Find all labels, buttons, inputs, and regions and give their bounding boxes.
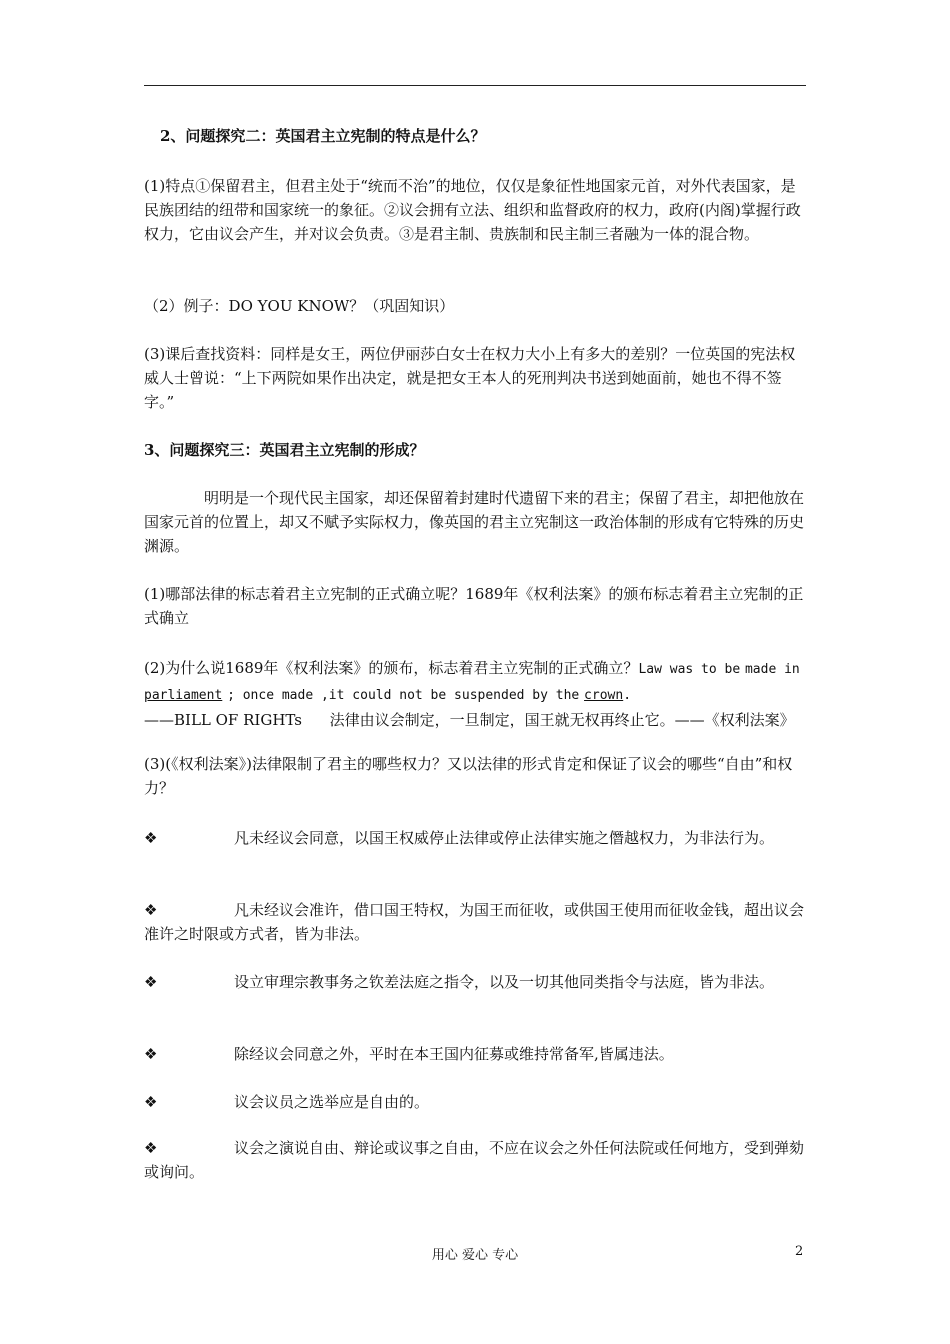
list-item bbox=[144, 1090, 806, 1114]
diamond-bullet-icon: ❖ bbox=[144, 829, 158, 847]
english-quote-crown: crown bbox=[584, 688, 624, 703]
english-quote-period: . bbox=[623, 688, 632, 703]
header-rule bbox=[144, 85, 806, 86]
diamond-bullet-icon: ❖ bbox=[144, 901, 158, 919]
bullet-text: 凡未经议会同意，以国王权威停止法律或停止法律实施之僭越权力，为非法行为。 bbox=[234, 829, 775, 847]
list-item bbox=[144, 970, 806, 994]
section2-paragraph-1: (1)特点①保留君主，但君主处于“统而不治”的地位，仅仅是象征性地国家元首，对外代表国家，是民族团结的纽带和国家统一的象征。②议会拥有立法、组织和监督政府的权力，政府(内阁)掌握行政权力，它由议会产生，并对议会负责。③是君主制、贵族制和民主制三者融为一体的混合物。 bbox=[144, 177, 801, 243]
section3-question-2 bbox=[144, 656, 806, 732]
section2-heading: 2、问题探究二：英国君主立宪制的特点是什么？ bbox=[160, 127, 486, 145]
english-quote-part-2: made in bbox=[744, 662, 800, 677]
diamond-bullet-icon: ❖ bbox=[144, 1045, 158, 1063]
diamond-bullet-icon: ❖ bbox=[144, 1139, 158, 1157]
diamond-bullet-icon: ❖ bbox=[144, 973, 158, 991]
list-item bbox=[144, 1042, 806, 1066]
bullet-text: 设立审理宗教事务之钦差法庭之指令，以及一切其他同类指令与法庭，皆为非法。 bbox=[234, 973, 775, 991]
list-item bbox=[144, 826, 806, 850]
section3-heading: 3、问题探究三：英国君主立宪制的形成？ bbox=[144, 441, 425, 459]
list-item bbox=[144, 898, 806, 946]
bill-of-rights-label: ——BILL OF RIGHTs bbox=[144, 711, 303, 729]
bullet-text: 议会议员之选举应是自由的。 bbox=[234, 1093, 430, 1111]
bill-of-rights-translation: 法律由议会制定，一旦制定，国王就无权再终止它。——《权利法案》 bbox=[329, 711, 795, 729]
english-quote-parliament: parliament bbox=[144, 688, 223, 703]
section3-question-1: (1)哪部法律的标志着君主立宪制的正式确立呢？1689年《权利法案》的颁布标志着君主立宪制的正式确立 bbox=[144, 585, 804, 627]
question-2-text: (2)为什么说1689年《权利法案》的颁布，标志着君主立宪制的正式确立？ bbox=[144, 659, 639, 677]
page-number: 2 bbox=[795, 1244, 804, 1259]
bullet-text: 凡未经议会准许，借口国王特权，为国王而征收，或供国王使用而征收金钱，超出议会准许之时限或方式者，皆为非法。 bbox=[144, 901, 805, 943]
diamond-bullet-icon: ❖ bbox=[144, 1093, 158, 1111]
section2-paragraph-2: （2）例子：DO YOU KNOW？（巩固知识） bbox=[144, 297, 455, 315]
list-item bbox=[144, 1136, 806, 1184]
bullet-text: 议会之演说自由、辩论或议事之自由，不应在议会之外任何法院或任何地方，受到弹劾或询问。 bbox=[144, 1139, 805, 1181]
section3-question-3: (3)(《权利法案》)法律限制了君主的哪些权力？又以法律的形式肯定和保证了议会的哪些“自由”和权力？ bbox=[144, 755, 793, 797]
english-quote-part-1: Law was to be bbox=[638, 662, 741, 677]
english-quote-part-4: ; once made ,it could not be suspended by the bbox=[227, 688, 580, 703]
footer-motto: 用心 爱心 专心 bbox=[431, 1248, 519, 1263]
section2-paragraph-3: (3)课后查找资料：同样是女王，两位伊丽莎白女士在权力大小上有多大的差别？一位英国的宪法权威人士曾说：“上下两院如果作出决定，就是把女王本人的死刑判决书送到她面前，她也不得不签字。” bbox=[144, 345, 796, 411]
section3-intro: 明明是一个现代民主国家，却还保留着封建时代遗留下来的君主；保留了君主，却把他放在国家元首的位置上，却又不赋予实际权力，像英国的君主立宪制这一政治体制的形成有它特殊的历史渊源。 bbox=[144, 489, 805, 555]
bullet-text: 除经议会同意之外，平时在本王国内征募或维持常备军,皆属违法。 bbox=[234, 1045, 674, 1063]
